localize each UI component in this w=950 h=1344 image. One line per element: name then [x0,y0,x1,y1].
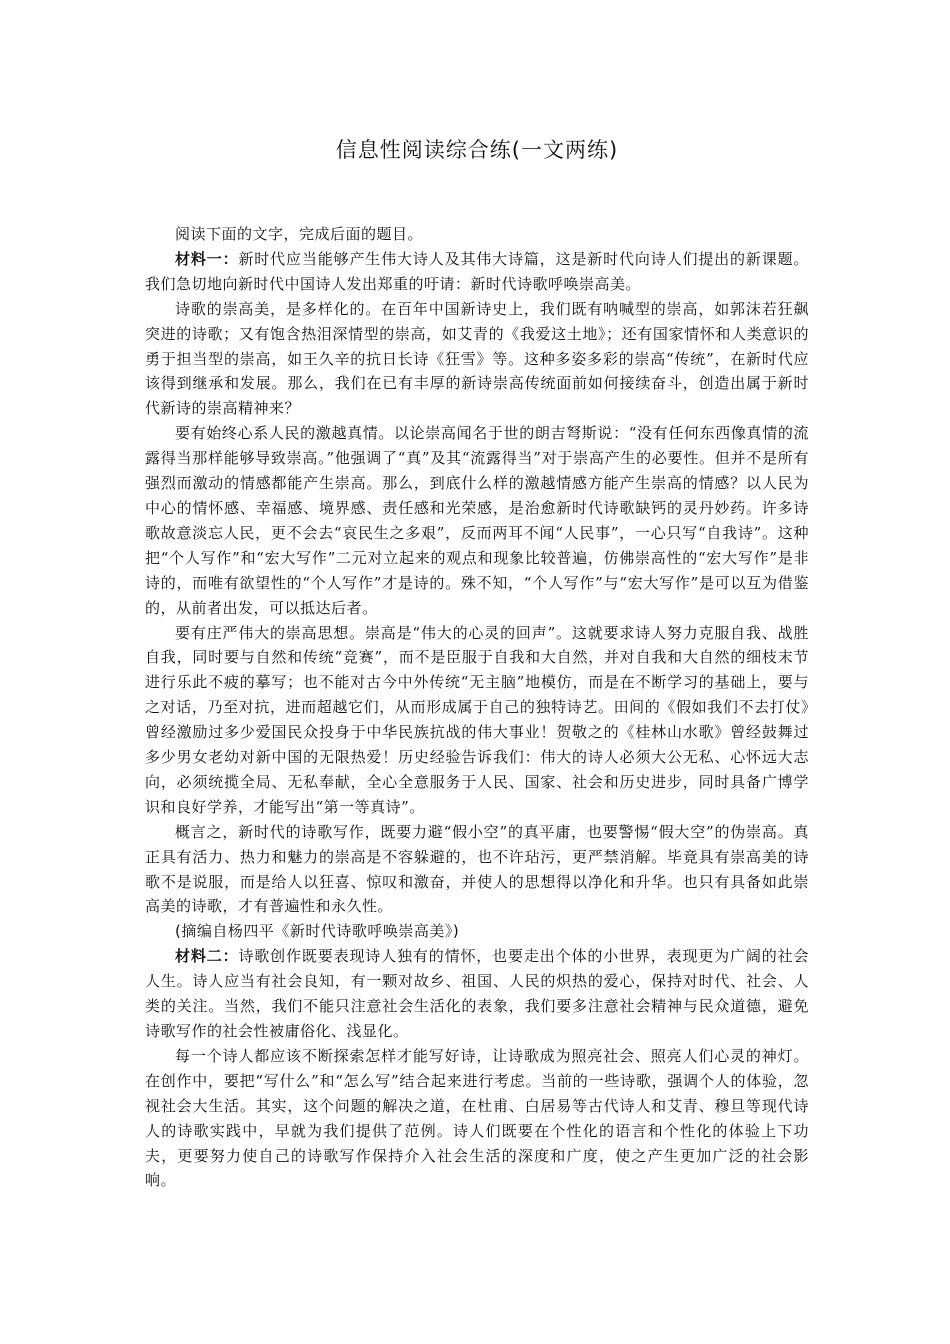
material1-p1-text: 新时代应当能够产生伟大诗人及其伟大诗篇，这是新时代向诗人们提出的新课题。我们急切地向新时代中国诗人发出郑重的吁请：新时代诗歌呼唤崇高美。 [145,249,809,293]
material2-paragraph-1 [145,944,809,1044]
material1-label: 材料一： [175,249,239,268]
material2-label: 材料二： [175,947,239,966]
material1-paragraph-1 [145,247,809,297]
instruction-text: 阅读下面的文字，完成后面的题目。 [175,225,424,243]
document-page [145,128,809,1193]
material2-paragraph-2: 每一个诗人都应该不断探索怎样才能写好诗，让诗歌成为照亮社会、照亮人们心灵的神灯。在创作中，要把“写什么”和“怎么写”结合起来进行考虑。当前的一些诗歌，强调个人的体验，忽视社会大生活。其实，这个问题的解决之道，在杜甫、白居易等古代诗人和艾青、穆旦等现代诗人的诗歌实践中，早就为我们提供了范例。诗人们既要在个性化的语言和个性化的体验上下功夫，更要努力使自己的诗歌写作保持介入社会生活的深度和广度，使之产生更加广泛的社会影响。 [145,1046,809,1190]
material1-paragraph-2: 诗歌的崇高美，是多样化的。在百年中国新诗史上，我们既有呐喊型的崇高，如郭沫若狂飙突进的诗歌；又有饱含热泪深情型的崇高，如艾青的《我爱这土地》；还有国家情怀和人类意识的勇于担当型的崇高，如王久辛的抗日长诗《狂雪》等。这种多姿多彩的崇高“传统”，在新时代应该得到继承和发展。那么，我们在已有丰厚的新诗崇高传统面前如何接续奋斗，创造出属于新时代新诗的崇高精神来？ [145,299,809,418]
material1-paragraph-4: 要有庄严伟大的崇高思想。崇高是“伟大的心灵的回声”。这就要求诗人努力克服自我、战胜自我，同时要与自然和传统“竞赛”，而不是臣服于自我和大自然，并对自我和大自然的细枝末节进行乐此不疲的摹写；也不能对古今中外传统“无主脑”地模仿，而是在不断学习的基础上，要与之对话，乃至对抗，进而超越它们，从而形成属于自己的独特诗艺。田间的《假如我们不去打仗》曾经激励过多少爱国民众投身于中华民族抗战的伟大事业！贺敬之的《桂林山水歌》曾经鼓舞过多少男女老幼对新中国的无限热爱！历史经验告诉我们：伟大的诗人必须大公无私、心怀远大志向，必须统揽全局、无私奉献，全心全意服务于人民、国家、社会和历史进步，同时具备广博学识和良好学养，才能写出“第一等真诗”。 [145,623,809,816]
material1-paragraph-3: 要有始终心系人民的激越真情。以论崇高闻名于世的朗吉弩斯说：“没有任何东西像真情的流露得当那样能够导致崇高。”他强调了“真”及其“流露得当”对于崇高产生的必要性。但并不是所有强烈而激动的情感都能产生崇高。那么，到底什么样的激越情感方能产生崇高的情感？以人民为中心的情怀感、幸福感、境界感、责任感和光荣感，是治愈新时代诗歌缺钙的灵丹妙药。许多诗歌故意淡忘人民，更不会去“哀民生之多艰”，反而两耳不闻“人民事”，一心只写“自我诗”。这种把“个人写作”和“宏大写作”二元对立起来的观点和现象比较普遍，仿佛崇高性的“宏大写作”是非诗的，而唯有欲望性的“个人写作”才是诗的。殊不知，“个人写作”与“宏大写作”是可以互为借鉴的，从前者出发，可以抵达后者。 [145,424,809,617]
material2-p1-text: 诗歌创作既要表现诗人独有的情怀，也要走出个体的小世界，表现更为广阔的社会人生。诗人应当有社会良知，有一颗对故乡、祖国、人民的炽热的爱心，保持对时代、社会、人类的关注。当然，我们不能只注意社会生活化的表象，我们要多注意社会精神与民众道德，避免诗歌写作的社会性被庸俗化、浅显化。 [145,947,809,1040]
material1-source: (摘编自杨四平《新时代诗歌呼唤崇高美》) [175,922,460,941]
material1-paragraph-5: 概言之，新时代的诗歌写作，既要力避“假小空”的真平庸，也要警惕“假大空”的伪崇高。真正具有活力、热力和魅力的崇高是不容躲避的，也不许玷污，更严禁消解。毕竟具有崇高美的诗歌不是说服，而是给人以狂喜、惊叹和激奋，并使人的思想得以净化和升华。也只有具备如此崇高美的诗歌，才有普遍性和永久性。 [145,822,809,916]
page-title: 信息性阅读综合练(一文两练) [335,138,619,162]
